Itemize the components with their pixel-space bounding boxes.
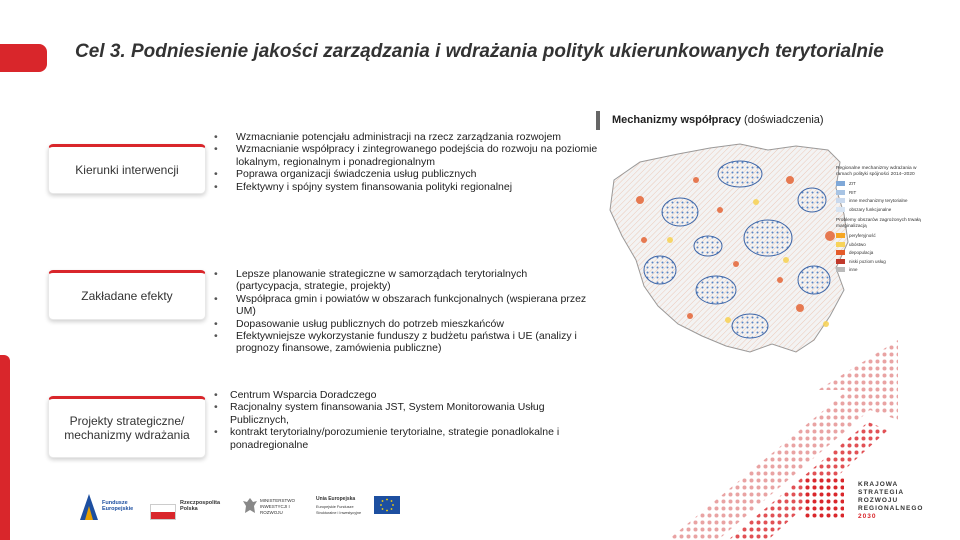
legend-item: niski poziom usług xyxy=(836,259,932,265)
list-item: • Dopasowanie usług publicznych do potrzeb mieszkańców xyxy=(214,318,594,330)
list-item: • Poprawa organizacji świadczenia usług publicznych xyxy=(214,168,599,180)
legend-item: inne xyxy=(836,267,932,273)
bullet-list-projekty xyxy=(214,389,589,451)
section-label-kierunki: Kierunki interwencji xyxy=(48,144,206,194)
map-header-bold: Mechanizmy współpracy xyxy=(612,114,741,126)
bullet-list-efekty xyxy=(214,268,594,355)
legend-heading-2: Problemy obszarów zagrożonych trwałą marginalizacją xyxy=(836,218,921,229)
logo-ue-sub: Europejskie Fundusze Strukturalne i Inwestycyjne xyxy=(316,505,362,515)
krs-logo-text: KRAJOWA STRATEGIA ROZWOJU REGIONALNEGO 2030 xyxy=(858,481,924,520)
legend-item: depopulacja xyxy=(836,250,932,256)
legend-swatch xyxy=(836,242,845,247)
section-label-efekty: Zakładane efekty xyxy=(48,270,206,320)
list-item: • Efektywniejsze wykorzystanie funduszy z budżetu państwa i UE (analizy i prognozy finansowe, zamówienia publiczne) xyxy=(214,330,594,355)
list-item: • Racjonalny system finansowania JST, System Monitorowania Usług Publicznych, xyxy=(214,401,589,426)
accent-bar-left xyxy=(0,355,10,540)
legend-swatch xyxy=(836,181,845,186)
legend-item: RIT xyxy=(836,190,932,196)
legend-item: inne mechanizmy terytorialne xyxy=(836,198,932,204)
krs-emblem xyxy=(804,478,844,518)
legend-swatch xyxy=(836,207,845,212)
logo-rp: Rzeczpospolita Polska xyxy=(180,500,221,512)
map-header xyxy=(596,111,924,130)
legend-swatch xyxy=(836,259,845,264)
legend-swatch xyxy=(836,233,845,238)
logo-ue: Unia Europejska xyxy=(316,496,356,502)
section-label-projekty: Projekty strategiczne/ mechanizmy wdrażania xyxy=(48,396,206,458)
list-item: • Wzmacnianie potencjału administracji na rzecz zarządzania rozwojem xyxy=(214,131,599,143)
list-item: • Efektywny i spójny system finansowania polityki regionalnej xyxy=(214,181,599,193)
fundusze-logo-icon xyxy=(80,494,98,520)
legend-heading-1: Regionalne mechanizmy wdrażania w ramach polityki spójności 2014–2020 xyxy=(836,166,917,177)
map-legend xyxy=(836,166,932,276)
list-item: • kontrakt terytorialny/porozumienie terytorialne, strategie ponadlokalne i ponadregionalne xyxy=(214,426,589,451)
legend-item: peryferyjność xyxy=(836,233,932,239)
poland-flag-icon xyxy=(150,504,176,520)
eagle-emblem-icon xyxy=(242,496,258,516)
eu-flag-icon xyxy=(374,496,400,514)
funding-logos xyxy=(80,490,400,524)
legend-item: ubóstwo xyxy=(836,242,932,248)
list-item: • Współpraca gmin i powiatów w obszarach funkcjonalnych (wspierana przez UM) xyxy=(214,293,594,318)
legend-swatch xyxy=(836,198,845,203)
page-title: Cel 3. Podniesienie jakości zarządzania i wdrażania polityk ukierunkowanych terytorialnie xyxy=(75,41,884,62)
logo-ministerstwo: MINISTERSTWO INWESTYCJI I ROZWOJU xyxy=(260,498,295,515)
legend-item: ZIT xyxy=(836,181,932,187)
bullet-list-kierunki xyxy=(214,131,599,193)
legend-swatch xyxy=(836,190,845,195)
logo-fundusze: Fundusze Europejskie xyxy=(102,500,134,512)
list-item: • Wzmacnianie współpracy i zintegrowanego podejścia do rozwoju na poziomie lokalnym, regionalnym i ponadregionalnym xyxy=(214,143,599,168)
list-item: • Centrum Wsparcia Doradczego xyxy=(214,389,589,401)
legend-item: obszary funkcjonalne xyxy=(836,207,932,213)
legend-swatch xyxy=(836,267,845,272)
map-header-rest: (doświadczenia) xyxy=(741,114,824,126)
accent-bar-top xyxy=(0,44,47,72)
list-item: • Lepsze planowanie strategiczne w samorządach terytorialnych (partycypacja, strategie, projekty) xyxy=(214,268,594,293)
legend-swatch xyxy=(836,250,845,255)
